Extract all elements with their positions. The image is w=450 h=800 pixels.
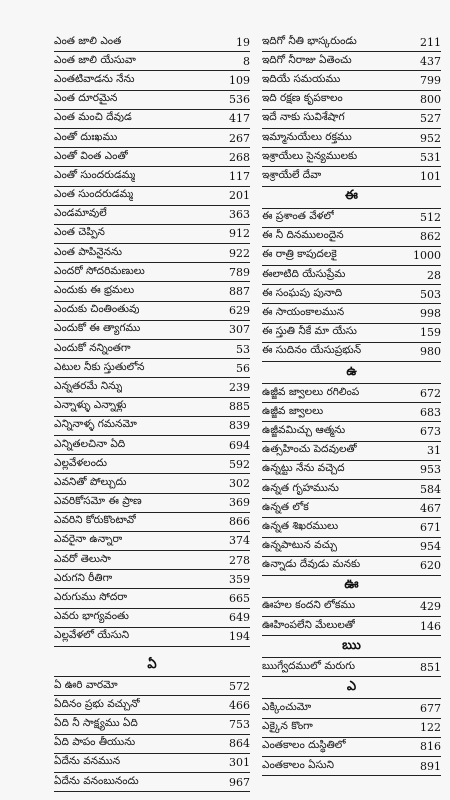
index-entry [54,244,250,263]
index-entry [262,71,441,90]
right-group-ru [262,658,441,677]
index-entry [54,91,250,110]
song-title: ఎవరో తెలుసా [54,552,111,565]
song-title: ఎంత దూరమైన [54,92,118,105]
page-number: 8 [243,54,250,68]
page-number: 19 [236,35,250,49]
page-number: 301 [229,756,250,770]
song-title: ఎరుగని రీతిగా [54,571,113,584]
index-entry [54,206,250,225]
page-number: 359 [229,572,250,586]
song-title: ఉన్నపాటున వచ్చు [262,539,338,552]
page-number: 268 [229,150,250,164]
page-number: 307 [229,323,250,337]
index-entry [54,609,250,628]
index-entry [54,436,250,455]
page-number: 922 [229,246,250,260]
index-entry [262,304,441,323]
index-entry [54,754,250,773]
section-heading-ae: ఏ [54,655,250,677]
song-title: ఎటుల నీకు స్తుతులోన [54,360,145,373]
index-entry [54,187,250,206]
index-entry [54,167,250,186]
song-title: ఏ ఊరి వారమో [54,678,118,691]
page-number: 211 [420,35,441,49]
page-number: 952 [420,131,441,145]
song-title: ఎన్నినాళ్ళ గమనమో [54,418,137,431]
page-number: 799 [420,73,441,87]
index-entry [54,378,250,397]
index-entry [54,589,250,608]
song-title: ఎల్లవేళలో యేసుని [54,629,130,642]
page-number: 122 [420,721,441,735]
left-group-e-long [54,33,250,647]
page-number: 302 [229,476,250,490]
song-title: ఇమ్మానుయేలు రక్తము [262,130,352,143]
song-title: ఎందరో సోదరిమణులు [54,264,145,277]
song-title: ఎన్నితలచినా ఏది [54,437,126,450]
index-entry [54,773,250,792]
song-title: ఉన్నత లోక [262,500,309,513]
page-number: 953 [420,463,441,477]
section-heading-uu: ఊ [262,576,441,598]
page-number: 374 [229,534,250,548]
page-number: 620 [420,559,441,573]
page-number: 437 [420,54,441,68]
index-entry [262,228,441,247]
song-title: ఇశ్రాయేలు సైన్యములకు [262,149,358,162]
song-title: ఎంత సుందరుడమ్మ [54,188,134,201]
section-heading-e: ఎ [262,677,441,699]
song-title: ఎవరైనా ఉన్నారా [54,533,123,546]
page-number: 417 [229,112,250,126]
page-number: 201 [229,189,250,203]
index-entry [54,735,250,754]
index-entry [54,148,250,167]
page-number: 862 [420,230,441,244]
song-title: ఉత్సహించు పెదవులతో [262,443,357,456]
index-entry [54,455,250,474]
song-title: ఈలాటిది యేసుప్రేమ [262,267,346,280]
index-entry [54,52,250,71]
page-number: 1000 [413,249,441,263]
index-entry [262,480,441,499]
page-number: 839 [229,419,250,433]
song-title: ఎందుకు చింతింతువు [54,303,140,316]
song-title: ఎందుకో నన్నింతగా [54,341,131,354]
song-title: ఉన్నత శిఖరములు [262,519,339,532]
index-entry [262,52,441,71]
index-entry [262,33,441,52]
right-group-i [262,33,441,187]
page-number: 117 [229,169,250,183]
song-title: ఎంత జాలి ఎంత [54,34,122,47]
index-entry [262,129,441,148]
index-entry [262,422,441,441]
index-entry [262,247,441,266]
right-index-column [262,33,441,776]
section-heading-u: ఉ [262,362,441,384]
song-title: ఎవనితో పోల్చుదు [54,475,127,488]
index-entry [262,461,441,480]
left-index-column [54,33,250,792]
page-number: 584 [420,482,441,496]
page-number: 56 [236,361,250,375]
page-number: 912 [229,227,250,241]
song-title: ఉజ్జీవ జ్వాలలు రగిలింప [262,385,360,398]
page-number: 954 [420,540,441,554]
page-number: 536 [229,93,250,107]
page-number: 891 [420,759,441,773]
song-title: ఎంతటివాడను నేను [54,72,135,85]
index-entry [262,324,441,343]
index-entry [262,738,441,757]
song-title: ఈ సుదినం యేసుప్రభున్ [262,344,362,357]
page-number: 466 [229,698,250,712]
song-title: ఎంత పాపినైనను [54,245,123,258]
page-number: 194 [229,630,250,644]
index-entry [54,532,250,551]
song-title: ఏదేను వనమున [54,755,121,768]
song-title: ఉజ్జీవ జ్వాలలు [262,404,324,417]
song-title: ఉన్నట్టు నేను వచ్చెద [262,462,345,475]
index-entry [262,167,441,186]
page-number: 998 [420,307,441,321]
page-number: 677 [420,702,441,716]
index-entry [54,474,250,493]
index-entry [54,302,250,321]
page-number: 800 [420,93,441,107]
song-title: ఇదిగో నీతి భాస్కరుండు [262,34,357,47]
song-title: ఎందుకు ఈ భ్రమలు [54,284,135,297]
page-number: 31 [427,444,441,458]
song-title: ఎంతో వింత ఎంతో [54,149,128,162]
index-entry [54,71,250,90]
song-title: ఎంతకాలం దుస్థితిలో [262,739,346,752]
index-entry [54,33,250,52]
index-entry [262,403,441,422]
index-entry [262,442,441,461]
song-title: ఉన్నత గృహమును [262,481,339,494]
song-title: ఎక్కించుమో [262,701,312,714]
page-number: 467 [420,501,441,515]
song-title: ఎంత జాలి యేసువా [54,53,136,66]
index-entry [262,757,441,776]
song-title: ఎంత చెప్పిన [54,226,105,239]
index-entry [262,617,441,636]
song-title: ఎక్కైన కొంగా [262,720,313,733]
page-number: 887 [229,285,250,299]
page-number: 753 [229,717,250,731]
index-entry [262,148,441,167]
index-entry [262,499,441,518]
song-title: ఎందుకో ఈ త్యాగము [54,322,141,335]
song-title: ఈ స్తుతి నీకే మా యేసు [262,325,357,338]
song-title: ఇదియే సమయము [262,72,341,85]
index-entry [54,398,250,417]
index-entry [262,719,441,738]
song-title: ఈ సాయంకాలమున [262,306,345,319]
page-number: 369 [229,496,250,510]
right-group-uu [262,598,441,636]
song-title: ఎంతో సుందరుడమ్మ [54,168,136,181]
page-number: 239 [229,380,250,394]
index-entry [54,225,250,244]
index-entry [262,518,441,537]
index-entry [262,209,441,228]
page-number: 267 [229,131,250,145]
page-number: 28 [427,268,441,282]
song-title: ఈ ప్రశాంత వేళలో [262,210,335,223]
song-title: ఎవరు భాగ్యవంతు [54,610,129,623]
song-title: ఎండమావులే [54,207,107,220]
page-number: 278 [229,553,250,567]
song-title: ఈ నీ దినములందైన [262,229,344,242]
song-title: ఊహల కందని లోకము [262,599,356,612]
page-number: 885 [229,400,250,414]
song-title: ఇదే నాకు సువిశేషాగ [262,111,345,124]
song-title: ఊహింపలేని మేలులతో [262,618,356,631]
page-number: 816 [420,740,441,754]
index-entry [54,110,250,129]
index-entry [262,538,441,557]
song-title: ఈ రాత్రి కాపుదలకై [262,248,337,261]
page-number: 629 [229,304,250,318]
song-title: ఇశ్రాయేలే దేవా [262,168,322,181]
index-entry [262,699,441,718]
index-entry [54,570,250,589]
right-group-e [262,699,441,776]
song-title: ఎరుగుము సోదరా [54,591,128,604]
song-title: ఎవరికోసమో ఈ ప్రాణ [54,495,142,508]
index-entry [54,359,250,378]
song-title: ఏది పాపం తీయును [54,736,136,749]
section-heading-ru: ఋ [262,636,441,658]
page-number: 673 [420,424,441,438]
index-entry [54,340,250,359]
left-group-ae [54,677,250,792]
page-number: 531 [420,150,441,164]
page-number: 672 [420,386,441,400]
song-title: ఏదేను వనంబునందు [54,774,139,787]
page-number: 683 [420,405,441,419]
song-title: ఎన్నతరమే నిన్ను [54,379,123,392]
page-number: 159 [420,326,441,340]
song-title: ఋగ్వేదములో మరుగు [262,659,356,672]
index-entry [262,557,441,576]
section-heading-ii: ఈ [262,187,441,209]
index-entry [262,110,441,129]
index-entry [262,384,441,403]
page-number: 512 [420,211,441,225]
page-number: 694 [229,438,250,452]
index-entry [262,658,441,677]
index-entry [54,513,250,532]
song-title: ఎల్లవేళలందు [54,456,107,469]
index-entry [262,598,441,617]
song-title: ఎంతో దుఃఖము [54,130,118,143]
index-entry [54,494,250,513]
index-entry [262,266,441,285]
index-entry [54,628,250,647]
index-entry [54,282,250,301]
page-number: 527 [420,112,441,126]
page-number: 864 [229,737,250,751]
song-title: ఎన్నాళ్ళు ఎన్నాళ్లు [54,399,127,412]
song-title: ఎవరిని కోరుకొంటావో [54,514,136,527]
song-title: ఎంతకాలం ఏసుని [262,758,335,771]
page-number: 503 [420,287,441,301]
index-entry [262,285,441,304]
page-number: 592 [229,457,250,471]
page-number: 363 [229,208,250,222]
right-group-u [262,384,441,576]
page-number: 572 [229,679,250,693]
index-entry [262,91,441,110]
index-entry [54,696,250,715]
page-number: 146 [420,619,441,633]
index-entry [54,551,250,570]
song-title: ఇది రక్షణ కృపకాలం [262,92,343,105]
page-number: 429 [420,600,441,614]
index-entry [54,417,250,436]
song-title: ఉజ్జీవమిచ్చు ఆత్మను [262,423,346,436]
page-number: 789 [229,265,250,279]
song-title: ఈ సంఘపు పునాది [262,286,343,299]
song-title: ఉన్నాడు దేవుడు మనకు [262,558,361,571]
page-number: 671 [420,520,441,534]
page-number: 101 [420,169,441,183]
page-number: 109 [229,73,250,87]
right-group-ii [262,209,441,363]
page-number: 980 [420,345,441,359]
song-title: ఎంత మంచి దేవుడ [54,111,132,124]
song-title: ఏది నీ సాక్ష్యము ఏది [54,716,138,729]
index-entry [54,677,250,696]
index-entry [54,129,250,148]
song-title: ఇదిగో నీరాజు ఏతెంచు [262,53,352,66]
page-number: 53 [236,342,250,356]
page-number: 851 [420,660,441,674]
page-number: 649 [229,611,250,625]
index-entry [54,321,250,340]
index-entry [54,715,250,734]
index-entry [262,343,441,362]
song-title: ఏదినం ప్రభు వచ్చునో [54,697,140,710]
page-number: 866 [229,515,250,529]
page-number: 967 [229,775,250,789]
page-number: 665 [229,592,250,606]
index-entry [54,263,250,282]
